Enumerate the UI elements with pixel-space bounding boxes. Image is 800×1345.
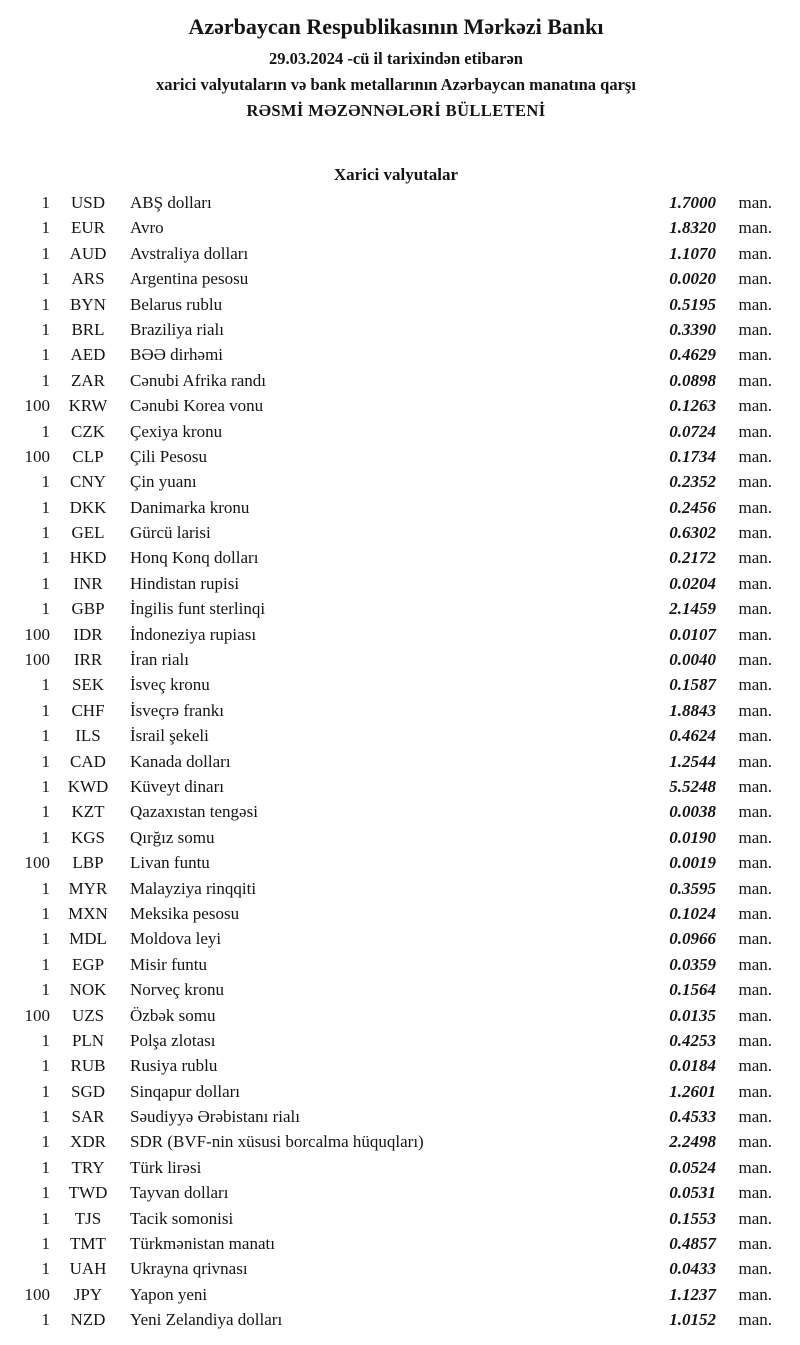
- currency-unit: man.: [738, 421, 772, 441]
- currency-rate: 0.0135: [669, 1005, 716, 1025]
- currency-rate: 0.0898: [669, 370, 716, 390]
- currency-rate: 0.0359: [669, 954, 716, 974]
- currency-code: BRL: [71, 319, 105, 339]
- currency-unit: man.: [738, 1234, 772, 1254]
- currency-unit: man.: [738, 1005, 772, 1025]
- currency-quantity: 1: [41, 751, 50, 771]
- currency-code: JPY: [73, 1284, 103, 1304]
- currency-rate: 0.4629: [669, 345, 716, 365]
- currency-unit: man.: [738, 1157, 772, 1177]
- currency-code: ILS: [75, 726, 101, 746]
- currency-rate: 0.4857: [669, 1234, 716, 1254]
- currency-unit: man.: [738, 827, 772, 847]
- currency-code: BYN: [70, 294, 106, 314]
- currency-name: İngilis funt sterlinqi: [130, 599, 266, 619]
- currency-row: [20, 266, 772, 291]
- currency-quantity: 1: [41, 421, 50, 441]
- currency-row: [20, 1206, 772, 1231]
- currency-row: [20, 799, 772, 824]
- currency-code: UZS: [71, 1005, 105, 1025]
- currency-quantity: 1: [41, 294, 50, 314]
- currency-unit: man.: [738, 776, 772, 796]
- currency-rate: 0.0040: [669, 650, 716, 670]
- currency-rate: 0.0107: [669, 624, 716, 644]
- currency-rate: 1.2601: [669, 1081, 716, 1101]
- currency-row: [20, 419, 772, 444]
- currency-row: [20, 876, 772, 901]
- currency-name: Danimarka kronu: [130, 497, 250, 517]
- currency-row: [20, 495, 772, 520]
- currency-code: ZAR: [71, 370, 105, 390]
- currency-unit: man.: [738, 548, 772, 568]
- currency-quantity: 1: [41, 954, 50, 974]
- currency-rate: 1.1237: [669, 1284, 716, 1304]
- currency-row: [20, 215, 772, 240]
- currency-unit: man.: [738, 1081, 772, 1101]
- currency-name: Braziliya rialı: [130, 319, 224, 339]
- currency-quantity: 1: [41, 548, 50, 568]
- currency-code: USD: [70, 193, 105, 212]
- currency-row: [20, 1104, 772, 1129]
- currency-unit: man.: [738, 573, 772, 593]
- currency-name: Kanada dolları: [130, 751, 231, 771]
- currency-quantity: 1: [41, 1259, 50, 1279]
- currency-quantity: 1: [41, 1081, 50, 1101]
- currency-code: RUB: [70, 1056, 106, 1076]
- currency-name: Sinqapur dolları: [130, 1081, 241, 1101]
- currency-rate: 0.4533: [669, 1107, 716, 1127]
- currency-quantity: 1: [41, 1107, 50, 1127]
- currency-rate: 0.4624: [669, 726, 716, 746]
- currency-unit: man.: [738, 1107, 772, 1127]
- currency-code: KZT: [71, 802, 105, 822]
- currency-quantity: 1: [41, 472, 50, 492]
- currency-unit: man.: [738, 218, 772, 238]
- currency-unit: man.: [738, 497, 772, 517]
- currency-name: Türkmənistan manatı: [130, 1234, 275, 1254]
- document-subtitle: xarici valyutaların və bank metallarının Azərbaycan manatına qarşı: [156, 75, 636, 94]
- currency-unit: man.: [738, 624, 772, 644]
- currency-quantity: 100: [24, 1284, 50, 1304]
- currency-unit: man.: [738, 243, 772, 263]
- currency-name: Polşa zlotası: [130, 1030, 216, 1050]
- currency-quantity: 1: [41, 345, 50, 365]
- currency-rate: 0.3390: [669, 319, 716, 339]
- currency-unit: man.: [738, 802, 772, 822]
- currency-name: Hindistan rupisi: [130, 573, 240, 593]
- currency-rate: 0.0020: [669, 269, 716, 289]
- currency-name: İndoneziya rupiası: [130, 624, 257, 644]
- currency-name: Norveç kronu: [130, 980, 224, 1000]
- currency-rate: 0.3595: [669, 878, 716, 898]
- currency-quantity: 1: [41, 700, 50, 720]
- currency-code: ARS: [71, 269, 105, 289]
- currency-code: PLN: [71, 1030, 105, 1050]
- currency-code: LBP: [72, 853, 104, 873]
- currency-name: İran rialı: [130, 650, 189, 670]
- currency-row: [20, 1053, 772, 1078]
- currency-name: Tayvan dolları: [130, 1183, 229, 1203]
- currency-code: CZK: [71, 421, 105, 441]
- currency-rate: 0.0531: [669, 1183, 716, 1203]
- currency-unit: man.: [738, 599, 772, 619]
- currency-rate: 0.6302: [669, 523, 716, 543]
- currency-row: [20, 723, 772, 748]
- currency-row: [20, 393, 772, 418]
- currency-code: CLP: [72, 446, 104, 466]
- currency-name: İsveç kronu: [130, 675, 210, 695]
- currency-code: KGS: [70, 827, 105, 847]
- currency-row: [20, 1079, 772, 1104]
- currency-code: HKD: [69, 548, 107, 568]
- currency-name: Yeni Zelandiya dolları: [130, 1310, 283, 1330]
- currency-row: [20, 1256, 772, 1281]
- currency-name: Səudiyyə Ərəbistanı rialı: [130, 1107, 300, 1127]
- currency-quantity: 100: [24, 1005, 50, 1025]
- currency-code: UAH: [69, 1259, 107, 1279]
- currency-rate: 0.1564: [669, 980, 716, 1000]
- currency-name: Qazaxıstan tengəsi: [130, 802, 258, 822]
- currency-code: MXN: [68, 903, 108, 923]
- currency-code: SGD: [70, 1081, 105, 1101]
- currency-unit: man.: [738, 878, 772, 898]
- currency-code: XDR: [70, 1132, 106, 1152]
- currency-name: Livan funtu: [130, 853, 210, 873]
- currency-code: EGP: [71, 954, 105, 974]
- currency-unit: man.: [738, 1259, 772, 1279]
- currency-row: [20, 545, 772, 570]
- currency-quantity: 1: [41, 878, 50, 898]
- currency-rate: 0.1587: [669, 675, 716, 695]
- currency-row: [20, 1307, 772, 1332]
- currency-code: EUR: [71, 218, 105, 238]
- currency-quantity: 1: [41, 218, 50, 238]
- currency-row: [20, 342, 772, 367]
- currency-quantity: 1: [41, 599, 50, 619]
- currency-unit: man.: [738, 1056, 772, 1076]
- currency-row: [20, 825, 772, 850]
- currency-rate: 0.4253: [669, 1030, 716, 1050]
- currency-unit: man.: [738, 370, 772, 390]
- currency-row: [20, 317, 772, 342]
- currency-row: [20, 647, 772, 672]
- section-title-foreign-currencies: Xarici valyutalar: [333, 165, 459, 184]
- currency-quantity: 1: [41, 980, 50, 1000]
- currency-name: Avro: [130, 218, 164, 238]
- currency-unit: man.: [738, 1284, 772, 1304]
- currency-rate: 1.8320: [669, 218, 716, 238]
- currency-rate: 2.2498: [669, 1132, 716, 1152]
- currency-row: [20, 774, 772, 799]
- currency-rate: 0.0019: [669, 853, 716, 873]
- currency-code: TWD: [68, 1183, 108, 1203]
- currency-quantity: 100: [24, 853, 50, 873]
- currency-row: [20, 368, 772, 393]
- bulletin-heading: RƏSMİ MƏZƏNNƏLƏRİ BÜLLETENİ: [246, 101, 546, 120]
- currency-code: IRR: [73, 650, 103, 670]
- currency-row: [20, 672, 772, 697]
- currency-name: Ukrayna qrivnası: [130, 1259, 248, 1279]
- currency-quantity: 1: [41, 1310, 50, 1330]
- currency-quantity: 1: [41, 1208, 50, 1228]
- effective-date-line: 29.03.2024 -cü il tarixindən etibarən: [269, 49, 523, 68]
- currency-quantity: 1: [41, 1030, 50, 1050]
- currency-unit: man.: [738, 1030, 772, 1050]
- currency-row: [20, 952, 772, 977]
- currency-code: AUD: [69, 243, 107, 263]
- currency-name: Özbək somu: [130, 1005, 216, 1025]
- currency-row: [20, 1155, 772, 1180]
- currency-row: [20, 444, 772, 469]
- currency-rate: 1.8843: [669, 700, 716, 720]
- currency-unit: man.: [738, 1208, 772, 1228]
- currency-quantity: 1: [41, 929, 50, 949]
- currency-unit: man.: [738, 1310, 772, 1330]
- currency-table: [20, 190, 772, 1333]
- currency-code: CNY: [70, 472, 106, 492]
- currency-code: TRY: [71, 1157, 105, 1177]
- currency-rate: 1.1070: [669, 243, 716, 263]
- currency-row: [20, 622, 772, 647]
- currency-rate: 0.1553: [669, 1208, 716, 1228]
- currency-row: [20, 469, 772, 494]
- currency-unit: man.: [738, 853, 772, 873]
- currency-rate: 0.1024: [669, 903, 716, 923]
- currency-quantity: 1: [41, 319, 50, 339]
- currency-quantity: 1: [41, 827, 50, 847]
- currency-row: [20, 1028, 772, 1053]
- currency-row: [20, 977, 772, 1002]
- currency-code: NOK: [69, 980, 107, 1000]
- currency-name: Türk lirəsi: [130, 1157, 202, 1177]
- currency-code: KWD: [67, 776, 109, 796]
- currency-rate: 0.0966: [669, 929, 716, 949]
- currency-rate: 1.7000: [669, 193, 716, 212]
- currency-rate: 0.0038: [669, 802, 716, 822]
- currency-unit: man.: [738, 929, 772, 949]
- currency-code: SAR: [71, 1107, 105, 1127]
- currency-quantity: 1: [41, 370, 50, 390]
- currency-rate: 0.0724: [669, 421, 716, 441]
- currency-name: Tacik somonisi: [130, 1208, 234, 1228]
- currency-rate: 5.5248: [669, 776, 716, 796]
- currency-quantity: 1: [41, 1132, 50, 1152]
- currency-name: SDR (BVF-nin xüsusi borcalma hüquqları): [130, 1132, 424, 1152]
- currency-row: [20, 241, 772, 266]
- currency-name: Yapon yeni: [130, 1284, 208, 1304]
- currency-unit: man.: [738, 193, 772, 212]
- currency-row: [20, 190, 772, 215]
- currency-row: [20, 292, 772, 317]
- currency-name: Belarus rublu: [130, 294, 223, 314]
- currency-code: GBP: [71, 599, 105, 619]
- currency-unit: man.: [738, 269, 772, 289]
- currency-unit: man.: [738, 980, 772, 1000]
- currency-rate: 0.2352: [669, 472, 716, 492]
- currency-name: Avstraliya dolları: [130, 243, 249, 263]
- currency-quantity: 1: [41, 726, 50, 746]
- currency-row: [20, 520, 772, 545]
- currency-code: INR: [73, 573, 103, 593]
- currency-row: [20, 571, 772, 596]
- currency-name: Çili Pesosu: [130, 446, 207, 466]
- currency-code: TJS: [74, 1208, 102, 1228]
- currency-code: IDR: [73, 624, 103, 644]
- currency-rate: 1.0152: [669, 1310, 716, 1330]
- currency-unit: man.: [738, 523, 772, 543]
- currency-name: Rusiya rublu: [130, 1056, 218, 1076]
- currency-code: SEK: [71, 675, 105, 695]
- currency-row: [20, 1282, 772, 1307]
- currency-unit: man.: [738, 650, 772, 670]
- currency-rate: 0.2172: [669, 548, 716, 568]
- currency-quantity: 1: [41, 1183, 50, 1203]
- currency-code: AED: [70, 345, 106, 365]
- currency-unit: man.: [738, 954, 772, 974]
- currency-row: [20, 1231, 772, 1256]
- currency-rate: 0.1263: [669, 396, 716, 416]
- currency-code: NZD: [70, 1310, 106, 1330]
- currency-name: Qırğız somu: [130, 827, 215, 847]
- currency-rate: 0.0184: [669, 1056, 716, 1076]
- currency-unit: man.: [738, 1132, 772, 1152]
- currency-rate: 2.1459: [669, 599, 716, 619]
- currency-name: Moldova leyi: [130, 929, 222, 949]
- currency-code: TMT: [70, 1234, 106, 1254]
- currency-unit: man.: [738, 903, 772, 923]
- currency-rate: 0.0204: [669, 573, 716, 593]
- currency-name: Küveyt dinarı: [130, 776, 224, 796]
- currency-name: Cənubi Korea vonu: [130, 396, 264, 416]
- currency-quantity: 1: [41, 776, 50, 796]
- currency-rate: 0.2456: [669, 497, 716, 517]
- currency-code: KRW: [68, 396, 108, 416]
- currency-quantity: 1: [41, 497, 50, 517]
- currency-rate: 1.2544: [669, 751, 716, 771]
- currency-code: MDL: [69, 929, 107, 949]
- currency-name: Argentina pesosu: [130, 269, 249, 289]
- currency-row: [20, 698, 772, 723]
- currency-quantity: 100: [24, 650, 50, 670]
- currency-name: Honq Konq dolları: [130, 548, 259, 568]
- currency-code: CHF: [71, 700, 105, 720]
- currency-unit: man.: [738, 751, 772, 771]
- currency-unit: man.: [738, 675, 772, 695]
- currency-quantity: 1: [41, 1234, 50, 1254]
- currency-unit: man.: [738, 700, 772, 720]
- currency-unit: man.: [738, 726, 772, 746]
- currency-row: [20, 1129, 772, 1154]
- currency-name: İsveçrə frankı: [130, 700, 224, 720]
- currency-row: [20, 901, 772, 926]
- currency-unit: man.: [738, 319, 772, 339]
- currency-name: BƏƏ dirhəmi: [130, 345, 224, 365]
- currency-row: [20, 926, 772, 951]
- currency-name: Malayziya rinqqiti: [130, 878, 257, 898]
- currency-quantity: 1: [41, 573, 50, 593]
- currency-quantity: 1: [41, 802, 50, 822]
- currency-unit: man.: [738, 1183, 772, 1203]
- currency-name: ABŞ dolları: [130, 193, 212, 212]
- currency-rate: 0.0190: [669, 827, 716, 847]
- currency-quantity: 1: [41, 193, 50, 212]
- currency-quantity: 100: [24, 446, 50, 466]
- currency-code: DKK: [69, 497, 107, 517]
- currency-unit: man.: [738, 345, 772, 365]
- currency-name: Çin yuanı: [130, 472, 197, 492]
- currency-quantity: 1: [41, 523, 50, 543]
- currency-quantity: 1: [41, 243, 50, 263]
- currency-unit: man.: [738, 396, 772, 416]
- currency-quantity: 1: [41, 269, 50, 289]
- currency-name: Gürcü larisi: [130, 523, 211, 543]
- currency-quantity: 1: [41, 1056, 50, 1076]
- currency-row: [20, 1003, 772, 1028]
- currency-rate: 0.5195: [669, 294, 716, 314]
- currency-rate: 0.1734: [669, 446, 716, 466]
- currency-quantity: 1: [41, 1157, 50, 1177]
- currency-quantity: 1: [41, 675, 50, 695]
- currency-name: Meksika pesosu: [130, 903, 240, 923]
- currency-quantity: 1: [41, 903, 50, 923]
- currency-row: [20, 596, 772, 621]
- currency-quantity: 100: [24, 396, 50, 416]
- currency-code: GEL: [71, 523, 105, 543]
- currency-rate: 0.0433: [669, 1259, 716, 1279]
- currency-rate: 0.0524: [669, 1157, 716, 1177]
- currency-row: [20, 749, 772, 774]
- currency-name: Çexiya kronu: [130, 421, 223, 441]
- currency-row: [20, 850, 772, 875]
- currency-name: Misir funtu: [130, 954, 207, 974]
- currency-name: Cənubi Afrika randı: [130, 370, 266, 390]
- currency-row: [20, 1180, 772, 1205]
- currency-unit: man.: [738, 294, 772, 314]
- currency-unit: man.: [738, 472, 772, 492]
- currency-unit: man.: [738, 446, 772, 466]
- currency-quantity: 100: [24, 624, 50, 644]
- currency-code: MYR: [68, 878, 108, 898]
- currency-code: CAD: [70, 751, 106, 771]
- currency-name: İsrail şekeli: [130, 726, 209, 746]
- page-title: Azərbaycan Respublikasının Mərkəzi Bankı: [188, 14, 604, 39]
